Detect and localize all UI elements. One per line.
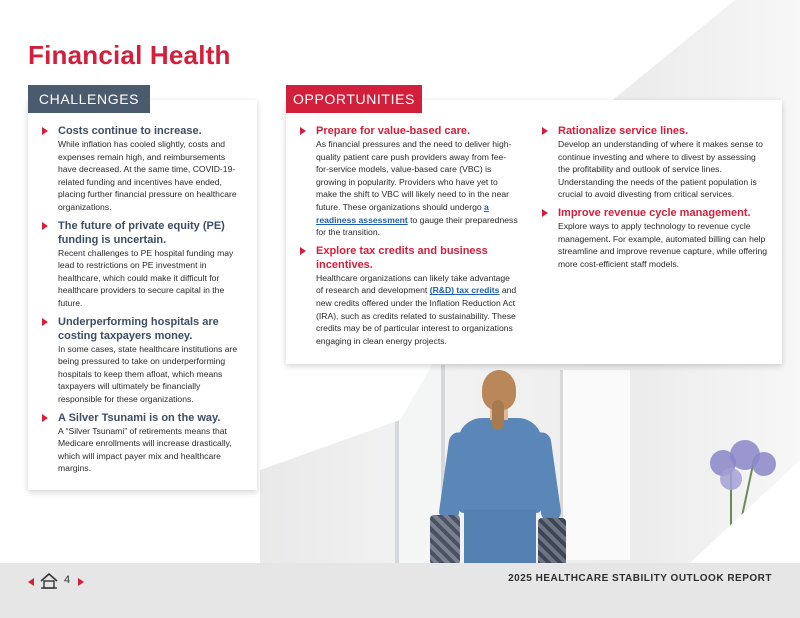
challenge-body: In some cases, state healthcare institutions are being pressured to take on underperforming hospitals to keep them afloat, which means taxpayers will ultimately be financially responsible for these organizations. <box>58 343 238 404</box>
opportunities-column-left <box>300 124 518 352</box>
opportunities-column-right <box>542 124 770 275</box>
challenge-item <box>42 315 243 406</box>
report-title: 2025 HEALTHCARE STABILITY OUTLOOK REPORT <box>508 573 772 584</box>
triangle-left-icon[interactable] <box>28 578 34 586</box>
challenge-body: Recent challenges to PE hospital funding may lead to restrictions on PE investment in healthcare, which could make it difficult for healthcare providers to secure capital in the future. <box>58 247 234 308</box>
challenge-body: While inflation has cooled slightly, costs and expenses remain high, and reimbursements have decreased. At the same time, COVID-19-related funding and incentives have ended, placing further financial pressure on healthcare organizations. <box>58 139 237 212</box>
challenge-heading: Costs continue to increase. <box>58 125 202 137</box>
opportunity-heading: Explore tax credits and business incentives. <box>316 244 488 271</box>
opportunity-item <box>542 206 770 270</box>
home-icon[interactable] <box>40 573 58 589</box>
footer-bar <box>0 563 800 618</box>
page-number: 4 <box>64 574 71 586</box>
triangle-right-icon <box>300 127 306 135</box>
triangle-right-icon <box>542 127 548 135</box>
challenge-body: A “Silver Tsunami” of retirements means that Medicare enrollments will increase drastically, which will impact payer mix and healthcare margins. <box>58 425 232 474</box>
opportunity-item <box>300 124 518 239</box>
opportunity-body: Explore ways to apply technology to revenue cycle management. For example, automated billing can help streamline and improve revenue capture, while offering more cost-efficient staff models. <box>558 220 768 269</box>
opportunity-heading: Improve revenue cycle management. <box>558 206 751 219</box>
triangle-right-icon <box>42 318 48 326</box>
triangle-right-icon <box>300 247 306 255</box>
opportunity-item <box>542 124 770 201</box>
challenge-item <box>42 124 243 214</box>
challenge-item <box>42 219 243 310</box>
opportunities-tab-label: OPPORTUNITIES <box>286 85 422 113</box>
opportunity-body <box>316 138 518 239</box>
triangle-right-icon <box>42 222 48 230</box>
challenges-tab-label: CHALLENGES <box>28 85 150 113</box>
opportunity-body-text: to gauge their preparedness for the transition. <box>316 214 518 238</box>
page-title: Financial Health <box>28 40 231 70</box>
opportunity-body <box>316 272 518 348</box>
triangle-right-icon <box>542 209 548 217</box>
challenges-card <box>28 100 257 490</box>
opportunity-body-text: As financial pressures and the need to deliver high-quality patient care push providers away from fee-for-service models, value-based care (VBC) is growing in popularity. Providers who have yet to make the shift to VBC will likely need to in the near future. These organizations should undergo <box>316 139 512 212</box>
readiness-assessment-link[interactable]: a readiness assessment <box>316 201 489 225</box>
opportunity-heading: Prepare for value-based care. <box>316 125 471 137</box>
challenge-heading: A Silver Tsunami is on the way. <box>58 411 221 424</box>
opportunity-item <box>300 244 518 348</box>
opportunity-body-text: Healthcare organizations can likely take advantage of research and development <box>316 272 510 296</box>
triangle-right-icon <box>42 414 48 422</box>
challenge-heading: Underperforming hospitals are costing taxpayers money. <box>58 315 219 342</box>
triangle-right-icon <box>42 127 48 135</box>
opportunity-body: Develop an understanding of where it makes sense to continue investing and where to divest by assessing the profitability and outlook of service lines. Understanding the needs of the patient population is crucial to avoid divesting from critical services. <box>558 139 763 200</box>
triangle-right-icon[interactable] <box>78 578 84 586</box>
opportunities-card <box>286 100 782 364</box>
rd-tax-credits-link[interactable]: (R&D) tax credits <box>429 285 500 296</box>
challenge-item <box>42 411 243 475</box>
challenge-heading: The future of private equity (PE) funding is uncertain. <box>58 219 225 246</box>
opportunity-heading: Rationalize service lines. <box>558 125 689 137</box>
opportunity-body-text: and new credits offered under the Inflation Reduction Act (IRA), such as credits related to sustainability. These credits may be of particular interest to organizations engaging in clean energy projects. <box>316 285 517 346</box>
